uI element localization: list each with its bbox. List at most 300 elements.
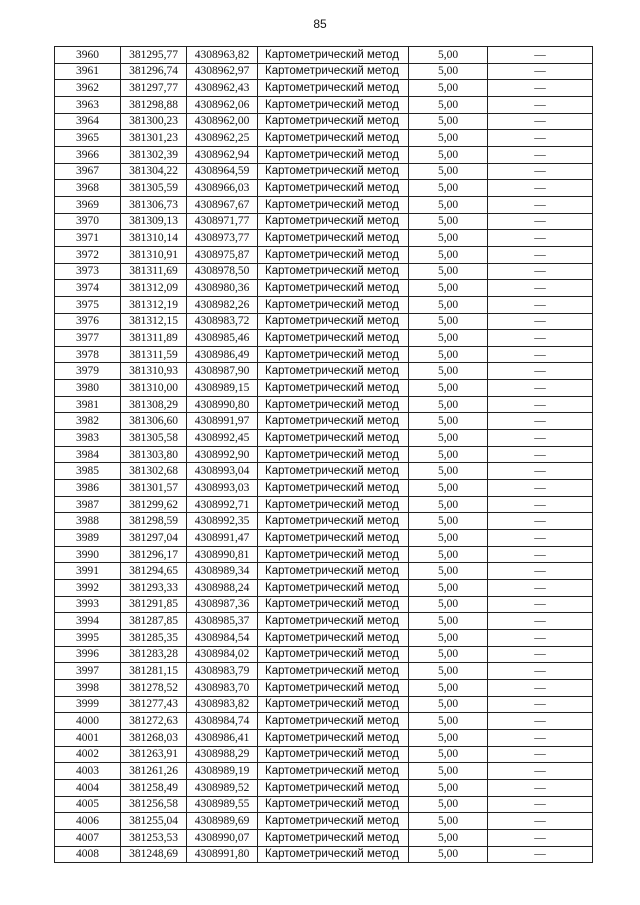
note-cell: —: [488, 280, 593, 297]
x-coordinate-cell: 381305,58: [121, 430, 187, 447]
y-coordinate-cell: 4308993,03: [187, 480, 258, 497]
accuracy-cell: 5,00: [409, 313, 488, 330]
x-coordinate-cell: 381310,00: [121, 380, 187, 397]
method-cell: Картометрический метод: [258, 130, 409, 147]
method-cell: Картометрический метод: [258, 713, 409, 730]
method-cell: Картометрический метод: [258, 263, 409, 280]
table-row: [55, 330, 593, 347]
note-cell: —: [488, 113, 593, 130]
accuracy-cell: 5,00: [409, 246, 488, 263]
point-number-cell: 4003: [55, 763, 121, 780]
note-cell: —: [488, 846, 593, 863]
table-row: [55, 596, 593, 613]
table-row: [55, 196, 593, 213]
point-number-cell: 3972: [55, 246, 121, 263]
note-cell: —: [488, 80, 593, 97]
note-cell: —: [488, 47, 593, 64]
method-cell: Картометрический метод: [258, 113, 409, 130]
point-number-cell: 3992: [55, 580, 121, 597]
note-cell: —: [488, 230, 593, 247]
x-coordinate-cell: 381302,39: [121, 146, 187, 163]
y-coordinate-cell: 4308963,82: [187, 47, 258, 64]
note-cell: —: [488, 679, 593, 696]
table-row: [55, 246, 593, 263]
x-coordinate-cell: 381248,69: [121, 846, 187, 863]
y-coordinate-cell: 4308992,90: [187, 446, 258, 463]
table-row: [55, 696, 593, 713]
accuracy-cell: 5,00: [409, 729, 488, 746]
y-coordinate-cell: 4308989,69: [187, 813, 258, 830]
method-cell: Картометрический метод: [258, 280, 409, 297]
note-cell: —: [488, 163, 593, 180]
y-coordinate-cell: 4308986,41: [187, 729, 258, 746]
method-cell: Картометрический метод: [258, 80, 409, 97]
point-number-cell: 3977: [55, 330, 121, 347]
accuracy-cell: 5,00: [409, 763, 488, 780]
note-cell: —: [488, 63, 593, 80]
method-cell: Картометрический метод: [258, 563, 409, 580]
x-coordinate-cell: 381291,85: [121, 596, 187, 613]
note-cell: —: [488, 96, 593, 113]
accuracy-cell: 5,00: [409, 846, 488, 863]
y-coordinate-cell: 4308989,52: [187, 779, 258, 796]
note-cell: —: [488, 513, 593, 530]
method-cell: Картометрический метод: [258, 496, 409, 513]
accuracy-cell: 5,00: [409, 796, 488, 813]
method-cell: Картометрический метод: [258, 196, 409, 213]
table-row: [55, 829, 593, 846]
x-coordinate-cell: 381311,69: [121, 263, 187, 280]
x-coordinate-cell: 381293,33: [121, 580, 187, 597]
point-number-cell: 3989: [55, 530, 121, 547]
note-cell: —: [488, 180, 593, 197]
accuracy-cell: 5,00: [409, 629, 488, 646]
x-coordinate-cell: 381278,52: [121, 679, 187, 696]
x-coordinate-cell: 381298,59: [121, 513, 187, 530]
point-number-cell: 3997: [55, 663, 121, 680]
x-coordinate-cell: 381263,91: [121, 746, 187, 763]
x-coordinate-cell: 381297,77: [121, 80, 187, 97]
table-row: [55, 629, 593, 646]
y-coordinate-cell: 4308985,37: [187, 613, 258, 630]
accuracy-cell: 5,00: [409, 163, 488, 180]
y-coordinate-cell: 4308966,03: [187, 180, 258, 197]
point-number-cell: 3990: [55, 546, 121, 563]
point-number-cell: 4001: [55, 729, 121, 746]
x-coordinate-cell: 381261,26: [121, 763, 187, 780]
y-coordinate-cell: 4308982,26: [187, 296, 258, 313]
note-cell: —: [488, 446, 593, 463]
x-coordinate-cell: 381277,43: [121, 696, 187, 713]
table-row: [55, 530, 593, 547]
point-number-cell: 3976: [55, 313, 121, 330]
point-number-cell: 3986: [55, 480, 121, 497]
point-number-cell: 3971: [55, 230, 121, 247]
y-coordinate-cell: 4308985,46: [187, 330, 258, 347]
point-number-cell: 4002: [55, 746, 121, 763]
x-coordinate-cell: 381310,91: [121, 246, 187, 263]
point-number-cell: 3996: [55, 646, 121, 663]
table-row: [55, 446, 593, 463]
note-cell: —: [488, 496, 593, 513]
note-cell: —: [488, 213, 593, 230]
table-row: [55, 713, 593, 730]
accuracy-cell: 5,00: [409, 380, 488, 397]
y-coordinate-cell: 4308991,97: [187, 413, 258, 430]
x-coordinate-cell: 381258,49: [121, 779, 187, 796]
method-cell: Картометрический метод: [258, 596, 409, 613]
method-cell: Картометрический метод: [258, 696, 409, 713]
y-coordinate-cell: 4308988,24: [187, 580, 258, 597]
method-cell: Картометрический метод: [258, 213, 409, 230]
x-coordinate-cell: 381306,73: [121, 196, 187, 213]
y-coordinate-cell: 4308989,19: [187, 763, 258, 780]
table-row: [55, 746, 593, 763]
method-cell: Картометрический метод: [258, 480, 409, 497]
point-number-cell: 3967: [55, 163, 121, 180]
note-cell: —: [488, 729, 593, 746]
point-number-cell: 4005: [55, 796, 121, 813]
method-cell: Картометрический метод: [258, 396, 409, 413]
point-number-cell: 3979: [55, 363, 121, 380]
point-number-cell: 3978: [55, 346, 121, 363]
table-row: [55, 813, 593, 830]
point-number-cell: 3998: [55, 679, 121, 696]
table-row: [55, 646, 593, 663]
y-coordinate-cell: 4308980,36: [187, 280, 258, 297]
accuracy-cell: 5,00: [409, 813, 488, 830]
method-cell: Картометрический метод: [258, 380, 409, 397]
note-cell: —: [488, 263, 593, 280]
note-cell: —: [488, 779, 593, 796]
y-coordinate-cell: 4308962,94: [187, 146, 258, 163]
accuracy-cell: 5,00: [409, 180, 488, 197]
note-cell: —: [488, 646, 593, 663]
note-cell: —: [488, 330, 593, 347]
note-cell: —: [488, 363, 593, 380]
point-number-cell: 3994: [55, 613, 121, 630]
x-coordinate-cell: 381304,22: [121, 163, 187, 180]
method-cell: Картометрический метод: [258, 430, 409, 447]
point-number-cell: 3975: [55, 296, 121, 313]
x-coordinate-cell: 381285,35: [121, 629, 187, 646]
table-row: [55, 663, 593, 680]
method-cell: Картометрический метод: [258, 530, 409, 547]
method-cell: Картометрический метод: [258, 746, 409, 763]
y-coordinate-cell: 4308987,36: [187, 596, 258, 613]
table-row: [55, 280, 593, 297]
accuracy-cell: 5,00: [409, 146, 488, 163]
y-coordinate-cell: 4308992,71: [187, 496, 258, 513]
table-row: [55, 47, 593, 64]
accuracy-cell: 5,00: [409, 679, 488, 696]
table-row: [55, 96, 593, 113]
point-number-cell: 3991: [55, 563, 121, 580]
y-coordinate-cell: 4308990,80: [187, 396, 258, 413]
y-coordinate-cell: 4308967,67: [187, 196, 258, 213]
accuracy-cell: 5,00: [409, 663, 488, 680]
point-number-cell: 3982: [55, 413, 121, 430]
accuracy-cell: 5,00: [409, 230, 488, 247]
accuracy-cell: 5,00: [409, 779, 488, 796]
point-number-cell: 4000: [55, 713, 121, 730]
x-coordinate-cell: 381283,28: [121, 646, 187, 663]
accuracy-cell: 5,00: [409, 596, 488, 613]
table-row: [55, 296, 593, 313]
y-coordinate-cell: 4308991,47: [187, 530, 258, 547]
x-coordinate-cell: 381310,93: [121, 363, 187, 380]
accuracy-cell: 5,00: [409, 296, 488, 313]
note-cell: —: [488, 346, 593, 363]
note-cell: —: [488, 413, 593, 430]
method-cell: Картометрический метод: [258, 546, 409, 563]
point-number-cell: 4006: [55, 813, 121, 830]
method-cell: Картометрический метод: [258, 779, 409, 796]
accuracy-cell: 5,00: [409, 613, 488, 630]
point-number-cell: 3968: [55, 180, 121, 197]
y-coordinate-cell: 4308988,29: [187, 746, 258, 763]
note-cell: —: [488, 296, 593, 313]
table-row: [55, 230, 593, 247]
table-row: [55, 263, 593, 280]
note-cell: —: [488, 629, 593, 646]
note-cell: —: [488, 480, 593, 497]
method-cell: Картометрический метод: [258, 729, 409, 746]
accuracy-cell: 5,00: [409, 713, 488, 730]
point-number-cell: 3961: [55, 63, 121, 80]
y-coordinate-cell: 4308984,54: [187, 629, 258, 646]
table-row: [55, 213, 593, 230]
coordinates-table-body: [55, 47, 593, 863]
point-number-cell: 3960: [55, 47, 121, 64]
table-row: [55, 496, 593, 513]
note-cell: —: [488, 463, 593, 480]
point-number-cell: 3966: [55, 146, 121, 163]
y-coordinate-cell: 4308983,72: [187, 313, 258, 330]
accuracy-cell: 5,00: [409, 80, 488, 97]
point-number-cell: 3980: [55, 380, 121, 397]
method-cell: Картометрический метод: [258, 180, 409, 197]
x-coordinate-cell: 381312,15: [121, 313, 187, 330]
point-number-cell: 3965: [55, 130, 121, 147]
x-coordinate-cell: 381287,85: [121, 613, 187, 630]
x-coordinate-cell: 381294,65: [121, 563, 187, 580]
y-coordinate-cell: 4308989,55: [187, 796, 258, 813]
note-cell: —: [488, 829, 593, 846]
y-coordinate-cell: 4308984,02: [187, 646, 258, 663]
table-row: [55, 146, 593, 163]
table-row: [55, 313, 593, 330]
y-coordinate-cell: 4308964,59: [187, 163, 258, 180]
accuracy-cell: 5,00: [409, 496, 488, 513]
method-cell: Картометрический метод: [258, 296, 409, 313]
accuracy-cell: 5,00: [409, 346, 488, 363]
table-row: [55, 580, 593, 597]
point-number-cell: 3999: [55, 696, 121, 713]
accuracy-cell: 5,00: [409, 280, 488, 297]
y-coordinate-cell: 4308971,77: [187, 213, 258, 230]
y-coordinate-cell: 4308962,43: [187, 80, 258, 97]
table-row: [55, 80, 593, 97]
x-coordinate-cell: 381301,57: [121, 480, 187, 497]
method-cell: Картометрический метод: [258, 796, 409, 813]
point-number-cell: 3964: [55, 113, 121, 130]
accuracy-cell: 5,00: [409, 463, 488, 480]
coordinates-table: [54, 46, 593, 863]
point-number-cell: 3970: [55, 213, 121, 230]
table-row: [55, 396, 593, 413]
table-row: [55, 563, 593, 580]
note-cell: —: [488, 563, 593, 580]
x-coordinate-cell: 381268,03: [121, 729, 187, 746]
point-number-cell: 3987: [55, 496, 121, 513]
point-number-cell: 3988: [55, 513, 121, 530]
table-row: [55, 180, 593, 197]
accuracy-cell: 5,00: [409, 563, 488, 580]
y-coordinate-cell: 4308990,07: [187, 829, 258, 846]
accuracy-cell: 5,00: [409, 63, 488, 80]
x-coordinate-cell: 381308,29: [121, 396, 187, 413]
note-cell: —: [488, 146, 593, 163]
accuracy-cell: 5,00: [409, 113, 488, 130]
note-cell: —: [488, 196, 593, 213]
note-cell: —: [488, 663, 593, 680]
method-cell: Картометрический метод: [258, 463, 409, 480]
table-row: [55, 346, 593, 363]
table-row: [55, 763, 593, 780]
table-row: [55, 846, 593, 863]
x-coordinate-cell: 381299,62: [121, 496, 187, 513]
y-coordinate-cell: 4308962,97: [187, 63, 258, 80]
point-number-cell: 3984: [55, 446, 121, 463]
y-coordinate-cell: 4308978,50: [187, 263, 258, 280]
x-coordinate-cell: 381303,80: [121, 446, 187, 463]
method-cell: Картометрический метод: [258, 96, 409, 113]
y-coordinate-cell: 4308962,00: [187, 113, 258, 130]
y-coordinate-cell: 4308993,04: [187, 463, 258, 480]
note-cell: —: [488, 130, 593, 147]
x-coordinate-cell: 381311,89: [121, 330, 187, 347]
note-cell: —: [488, 713, 593, 730]
x-coordinate-cell: 381300,23: [121, 113, 187, 130]
point-number-cell: 3985: [55, 463, 121, 480]
accuracy-cell: 5,00: [409, 696, 488, 713]
y-coordinate-cell: 4308986,49: [187, 346, 258, 363]
y-coordinate-cell: 4308984,74: [187, 713, 258, 730]
x-coordinate-cell: 381311,59: [121, 346, 187, 363]
y-coordinate-cell: 4308973,77: [187, 230, 258, 247]
x-coordinate-cell: 381256,58: [121, 796, 187, 813]
note-cell: —: [488, 596, 593, 613]
x-coordinate-cell: 381305,59: [121, 180, 187, 197]
x-coordinate-cell: 381255,04: [121, 813, 187, 830]
accuracy-cell: 5,00: [409, 513, 488, 530]
note-cell: —: [488, 380, 593, 397]
point-number-cell: 3993: [55, 596, 121, 613]
x-coordinate-cell: 381296,17: [121, 546, 187, 563]
method-cell: Картометрический метод: [258, 330, 409, 347]
x-coordinate-cell: 381302,68: [121, 463, 187, 480]
table-row: [55, 779, 593, 796]
x-coordinate-cell: 381301,23: [121, 130, 187, 147]
x-coordinate-cell: 381272,63: [121, 713, 187, 730]
table-row: [55, 413, 593, 430]
method-cell: Картометрический метод: [258, 230, 409, 247]
point-number-cell: 3973: [55, 263, 121, 280]
note-cell: —: [488, 246, 593, 263]
accuracy-cell: 5,00: [409, 363, 488, 380]
y-coordinate-cell: 4308987,90: [187, 363, 258, 380]
note-cell: —: [488, 396, 593, 413]
method-cell: Картометрический метод: [258, 363, 409, 380]
y-coordinate-cell: 4308990,81: [187, 546, 258, 563]
table-row: [55, 380, 593, 397]
table-row: [55, 546, 593, 563]
accuracy-cell: 5,00: [409, 330, 488, 347]
method-cell: Картометрический метод: [258, 679, 409, 696]
method-cell: Картометрический метод: [258, 829, 409, 846]
accuracy-cell: 5,00: [409, 47, 488, 64]
x-coordinate-cell: 381306,60: [121, 413, 187, 430]
note-cell: —: [488, 813, 593, 830]
table-row: [55, 729, 593, 746]
note-cell: —: [488, 313, 593, 330]
method-cell: Картометрический метод: [258, 163, 409, 180]
note-cell: —: [488, 613, 593, 630]
table-row: [55, 363, 593, 380]
method-cell: Картометрический метод: [258, 63, 409, 80]
x-coordinate-cell: 381312,09: [121, 280, 187, 297]
y-coordinate-cell: 4308989,15: [187, 380, 258, 397]
y-coordinate-cell: 4308983,82: [187, 696, 258, 713]
page-number: 85: [313, 17, 327, 31]
method-cell: Картометрический метод: [258, 613, 409, 630]
method-cell: Картометрический метод: [258, 663, 409, 680]
point-number-cell: 3969: [55, 196, 121, 213]
note-cell: —: [488, 763, 593, 780]
point-number-cell: 4007: [55, 829, 121, 846]
point-number-cell: 3995: [55, 629, 121, 646]
method-cell: Картометрический метод: [258, 246, 409, 263]
y-coordinate-cell: 4308962,25: [187, 130, 258, 147]
y-coordinate-cell: 4308975,87: [187, 246, 258, 263]
x-coordinate-cell: 381312,19: [121, 296, 187, 313]
method-cell: Картометрический метод: [258, 763, 409, 780]
accuracy-cell: 5,00: [409, 480, 488, 497]
accuracy-cell: 5,00: [409, 263, 488, 280]
accuracy-cell: 5,00: [409, 829, 488, 846]
method-cell: Картометрический метод: [258, 646, 409, 663]
accuracy-cell: 5,00: [409, 646, 488, 663]
method-cell: Картометрический метод: [258, 629, 409, 646]
accuracy-cell: 5,00: [409, 546, 488, 563]
note-cell: —: [488, 430, 593, 447]
table-row: [55, 163, 593, 180]
x-coordinate-cell: 381310,14: [121, 230, 187, 247]
x-coordinate-cell: 381296,74: [121, 63, 187, 80]
accuracy-cell: 5,00: [409, 413, 488, 430]
y-coordinate-cell: 4308991,80: [187, 846, 258, 863]
point-number-cell: 4008: [55, 846, 121, 863]
table-row: [55, 679, 593, 696]
y-coordinate-cell: 4308992,45: [187, 430, 258, 447]
point-number-cell: 3983: [55, 430, 121, 447]
y-coordinate-cell: 4308983,70: [187, 679, 258, 696]
method-cell: Картометрический метод: [258, 146, 409, 163]
method-cell: Картометрический метод: [258, 813, 409, 830]
table-row: [55, 613, 593, 630]
x-coordinate-cell: 381297,04: [121, 530, 187, 547]
